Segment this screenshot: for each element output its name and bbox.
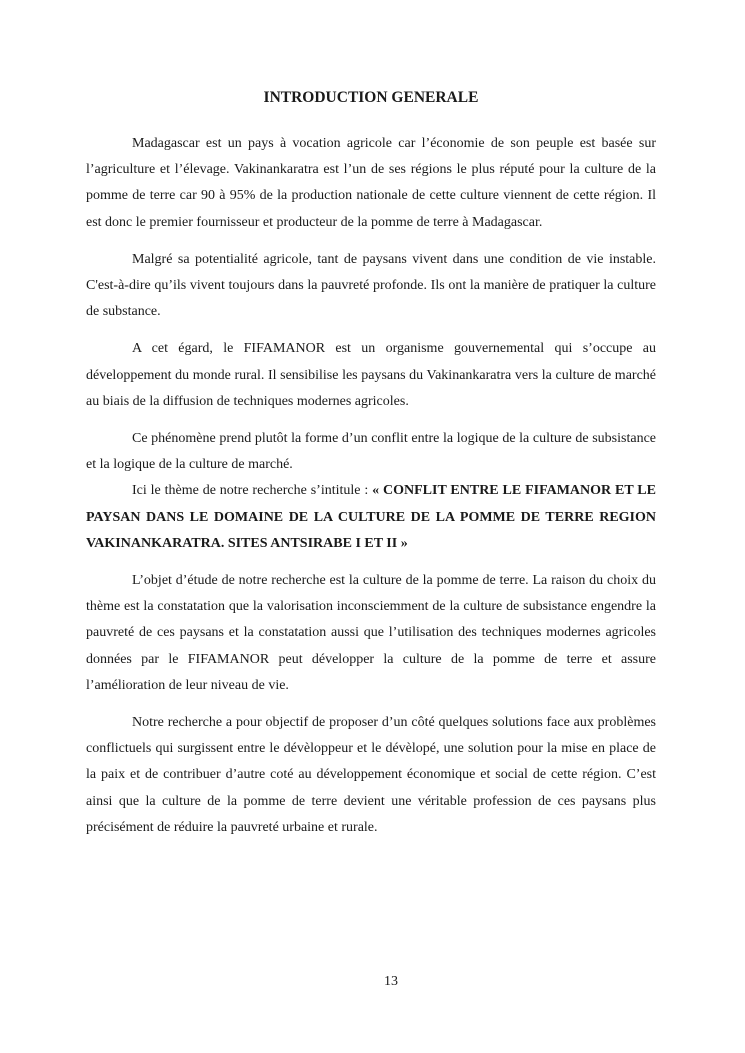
- theme-title: « CONFLIT ENTRE LE FIFAMANOR ET LE PAYSAN DANS LE DOMAINE DE LA CULTURE DE LA POMME DE TERRE REGION VAKINANKARATRA. SITES ANTSIRABE I ET II »: [86, 483, 656, 551]
- paragraph-2: Malgré sa potentialité agricole, tant de paysans vivent dans une condition de vie instable. C'est-à-dire qu’ils vivent toujours dans la pauvreté profonde. Ils ont la manière de pratiquer la culture de substance.: [86, 251, 656, 320]
- paragraph-1: Madagascar est un pays à vocation agricole car l’économie de son peuple est basée sur l’agriculture et l’élevage. Vakinankaratra est l’un de ses régions le plus réputé pour la culture de la pomme de terre car 90 à 95% de la production nationale de cette culture viennent de cette région. Il est donc le premier fournisseur et producteur de la pomme de terre à Madagascar.: [86, 136, 656, 230]
- page-title: INTRODUCTION GENERALE: [263, 89, 479, 106]
- document-body: [86, 131, 656, 841]
- paragraph-7: Notre recherche a pour objectif de proposer d’un côté quelques solutions face aux problèmes conflictuels qui surgissent entre le dévèloppeur et le dévèlopé, une solution pour la mise en place de la paix et de contribuer d’autre coté au développement économique et social de cette région. C’est ainsi que la culture de la pomme de terre devient une véritable profession de ces paysans plus précisément de réduire la pauvreté urbaine et rurale.: [86, 715, 656, 835]
- paragraph-3: A cet égard, le FIFAMANOR est un organisme gouvernemental qui s’occupe au développement du monde rural. Il sensibilise les paysans du Vakinankaratra vers la culture de marché au biais de la diffusion de techniques modernes agricoles.: [86, 341, 656, 409]
- theme-intro: Ici le thème de notre recherche s’intitule :: [132, 483, 373, 499]
- paragraph-4: Ce phénomène prend plutôt la forme d’un conflit entre la logique de la culture de subsistance et la logique de la culture de marché.: [86, 431, 656, 473]
- page-number: 13: [384, 974, 398, 989]
- paragraph-6: L’objet d’étude de notre recherche est la culture de la pomme de terre. La raison du choix du thème est la constatation que la valorisation inconsciemment de la culture de subsistance engendre la pauvreté de ces paysans et la constatation aussi que l’utilisation des techniques modernes agricoles données par le FIFAMANOR peut développer la culture de la pomme de terre et assure l’amélioration de leur niveau de vie.: [86, 573, 656, 693]
- paragraph-theme: [86, 478, 656, 557]
